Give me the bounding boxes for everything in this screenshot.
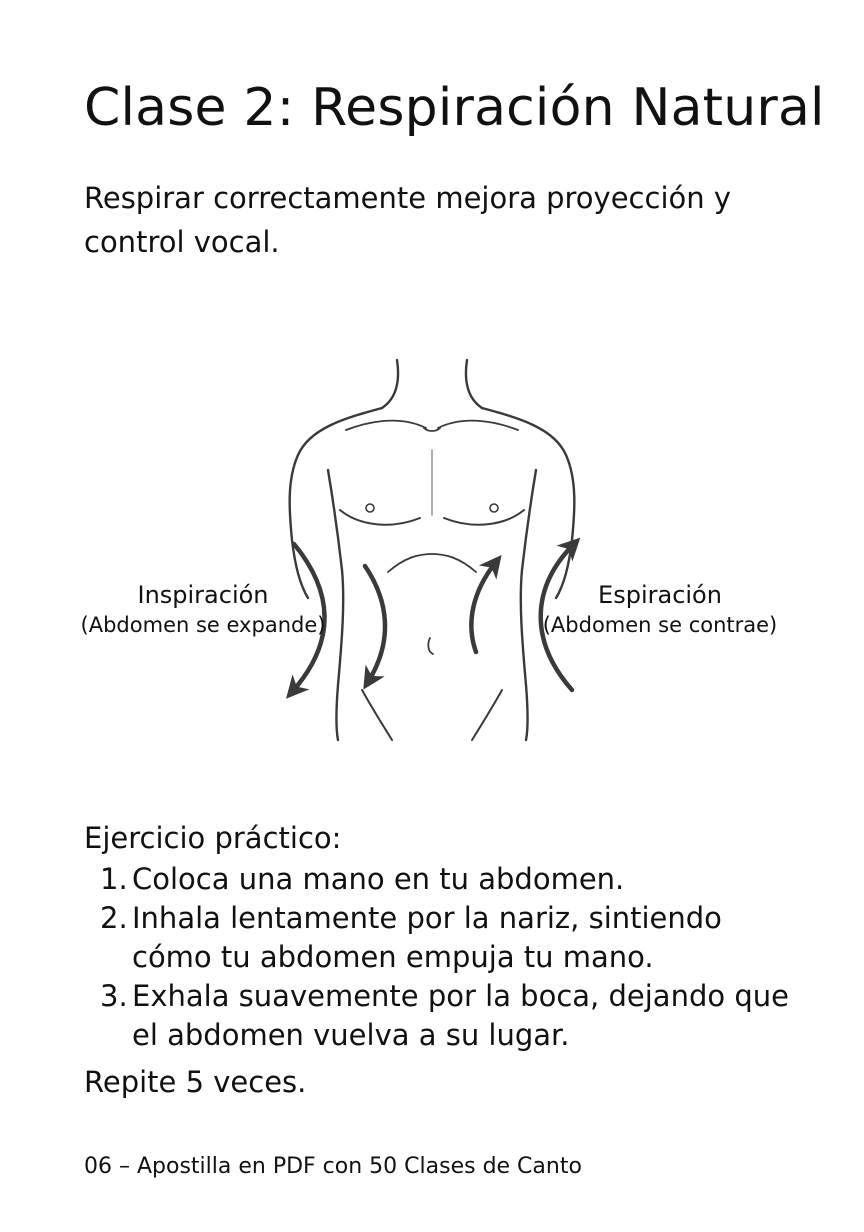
intro-text: Respirar correctamente mejora proyección y control vocal. bbox=[84, 181, 732, 259]
list-item bbox=[100, 860, 800, 899]
exhale-description: (Abdomen se contrae) bbox=[542, 613, 778, 637]
exercise-heading: Ejercicio práctico: bbox=[84, 821, 342, 855]
left-nipple bbox=[366, 504, 374, 512]
inhale-inner-arrow bbox=[365, 566, 385, 682]
navel bbox=[428, 638, 433, 654]
list-item bbox=[100, 899, 800, 977]
ribcage-line bbox=[388, 554, 476, 572]
repeat-instruction: Repite 5 veces. bbox=[84, 1065, 307, 1099]
breathing-figure bbox=[0, 340, 864, 760]
right-nipple bbox=[490, 504, 498, 512]
exhale-title: Espiración bbox=[598, 581, 722, 609]
page-title: Clase 2: Respiración Natural bbox=[84, 78, 825, 138]
right-collarbone bbox=[438, 421, 518, 430]
right-pectoral bbox=[444, 510, 524, 525]
right-hip-line bbox=[472, 690, 502, 740]
inhale-label bbox=[78, 580, 328, 640]
torso-illustration-icon bbox=[0, 340, 864, 760]
left-collarbone bbox=[346, 421, 426, 430]
step-number: 1. bbox=[100, 862, 128, 896]
step-text: Inhala lentamente por la nariz, sintiendo cómo tu abdomen empuja tu mano. bbox=[132, 901, 722, 974]
step-number: 2. bbox=[100, 901, 128, 935]
exhale-label bbox=[540, 580, 780, 640]
step-text: Exhala suavemente por la boca, dejando que el abdomen vuelva a su lugar. bbox=[132, 979, 789, 1052]
exercise-steps bbox=[100, 860, 800, 1055]
neck-left-line bbox=[382, 360, 398, 408]
inhale-title: Inspiración bbox=[137, 581, 269, 609]
exhale-inner-arrow bbox=[471, 562, 496, 652]
inhale-description: (Abdomen se expande) bbox=[80, 613, 326, 637]
step-text: Coloca una mano en tu abdomen. bbox=[132, 862, 625, 896]
page-footer: 06 – Apostilla en PDF con 50 Clases de Canto bbox=[84, 1154, 582, 1179]
left-hip-line bbox=[362, 690, 392, 740]
list-item bbox=[100, 977, 800, 1055]
right-shoulder-arm-line bbox=[482, 408, 574, 598]
neck-right-line bbox=[466, 360, 482, 408]
step-number: 3. bbox=[100, 979, 128, 1013]
left-pectoral bbox=[340, 510, 420, 525]
